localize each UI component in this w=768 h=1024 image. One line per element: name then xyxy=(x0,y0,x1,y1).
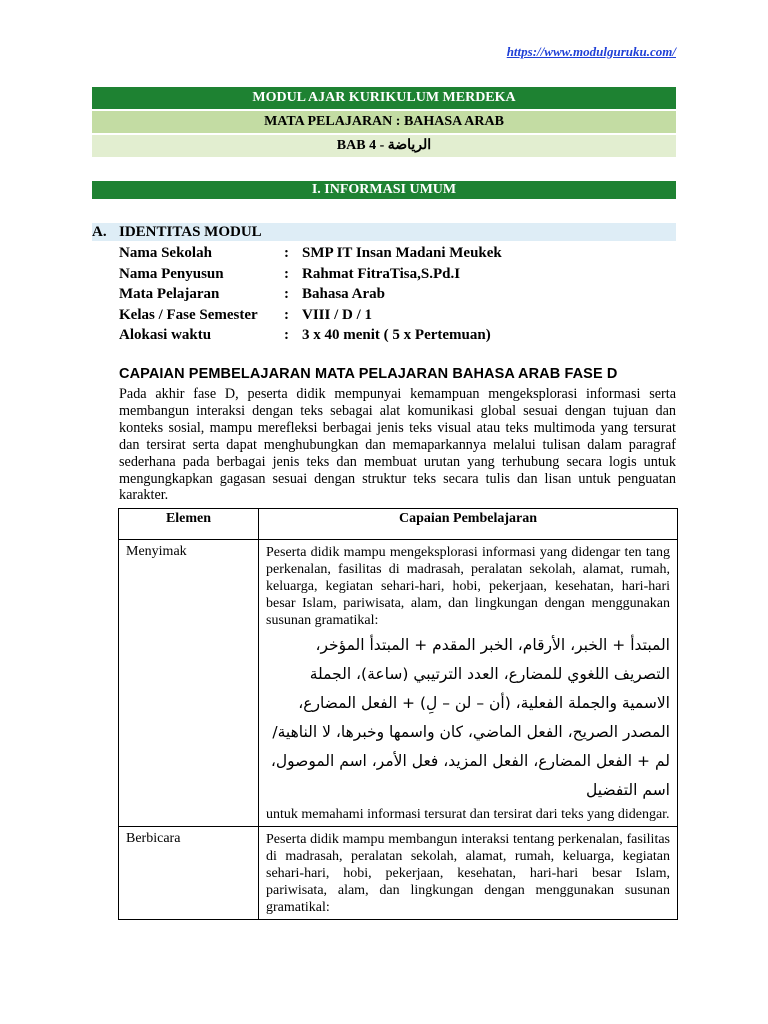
subject-band: MATA PELAJARAN : BAHASA ARAB xyxy=(92,111,676,133)
header-elemen: Elemen xyxy=(119,509,259,540)
capaian-text-before: Peserta didik mampu mengeksplorasi informasi yang didengar ten tang perkenalan, fasilitas di madrasah, peralatan sekolah, alamat, rumah, keluarga, kegiatan sehari-hari, hobi, pekerjaan, kesehatan, hari-hari besar Islam, pariwisata, alam, dan lingkungan dengan menggunakan susunan gramatikal: xyxy=(266,545,670,628)
capaian-cell xyxy=(259,540,678,827)
identitas-list xyxy=(119,243,679,346)
identitas-value: Rahmat FitraTisa,S.Pd.I xyxy=(302,265,461,282)
identitas-heading-bar xyxy=(92,223,676,241)
elemen-cell: Berbicara xyxy=(119,827,259,920)
identitas-row xyxy=(119,284,679,305)
identitas-value: Bahasa Arab xyxy=(302,286,385,303)
capaian-cell xyxy=(259,827,678,920)
identitas-label: Nama Sekolah xyxy=(119,245,212,261)
identitas-colon: : xyxy=(284,306,289,323)
identitas-letter: A. xyxy=(92,224,107,240)
identitas-row xyxy=(119,325,679,346)
chapter-band: BAB 4 - الرياضة xyxy=(92,135,676,157)
capaian-paragraph: Pada akhir fase D, peserta didik mempunyai kemampuan mengeksplorasi informasi serta membangun interaksi dengan teks sebagai alat komunikasi global sesuai dengan tujuan dan konteks sosial, mampu merefleksi berbagai jenis teks visual atau teks multimoda yang tersurat dan tersirat serta dapat menghubungkan dan memaparkannya melalui tulisan dalam paragraf sederhana pada berbagai jenis teks dan membuat urutan yang terhubung secara logis untuk mengungkapkan gagasan sesuai dengan struktur teks secara tulis dan lisan untuk penguatan karakter. xyxy=(119,386,676,504)
section-informasi-umum: I. INFORMASI UMUM xyxy=(92,181,676,199)
capaian-text-before: Peserta didik mampu membangun interaksi tentang perkenalan, fasilitas di madrasah, peralatan sekolah, alamat, rumah, keluarga, kegiatan sehari-hari, hobi, pekerjaan, kesehatan, hari-hari besar Islam, pariwisata, alam, dan lingkungan dengan menggunakan susunan gramatikal: xyxy=(266,832,670,915)
identitas-label: Mata Pelajaran xyxy=(119,286,220,303)
elemen-cell: Menyimak xyxy=(119,540,259,827)
identitas-heading: IDENTITAS MODUL xyxy=(119,224,262,240)
identitas-row xyxy=(119,243,679,264)
identitas-colon: : xyxy=(284,286,289,303)
identitas-colon: : xyxy=(284,245,289,261)
identitas-value: VIII / D / 1 xyxy=(302,306,373,323)
identitas-row xyxy=(119,305,679,326)
capaian-table xyxy=(118,508,678,920)
header-capaian: Capaian Pembelajaran xyxy=(259,509,678,540)
table-row xyxy=(119,540,678,827)
identitas-label: Nama Penyusun xyxy=(119,265,224,282)
identitas-row xyxy=(119,264,679,285)
identitas-colon: : xyxy=(284,265,289,282)
header-url-link[interactable]: https://www.modulguruku.com/ xyxy=(506,44,676,59)
identitas-colon: : xyxy=(284,327,289,344)
identitas-value: SMP IT Insan Madani Meukek xyxy=(302,245,502,261)
identitas-value: 3 x 40 menit ( 5 x Pertemuan) xyxy=(302,327,491,344)
table-row xyxy=(119,827,678,920)
identitas-label: Kelas / Fase Semester xyxy=(119,306,258,323)
capaian-text-after: untuk memahami informasi tersurat dan tersirat dari teks yang didengar. xyxy=(266,807,670,822)
arabic-grammar-list: المبتدأ + الخبر، الأرقام، الخبر المقدم + المبتدأ المؤخر، التصريف اللغوي للمضارع، العدد الترتيبي (ساعة)، الجملة الاسمية والجملة الفعلية، (أن – لن – لِ) + الفعل المضارع، المصدر الصريح، الفعل الماضي، كان واسمها وخبرها، لا الناهية/لم + الفعل المضارع، الفعل المزيد، فعل الأمر، اسم الموصول، اسم التفضيل xyxy=(270,636,670,799)
module-title-band: MODUL AJAR KURIKULUM MERDEKA xyxy=(92,87,676,109)
identitas-label: Alokasi waktu xyxy=(119,327,212,344)
table-header-row xyxy=(119,509,678,540)
capaian-title: CAPAIAN PEMBELAJARAN MATA PELAJARAN BAHASA ARAB FASE D xyxy=(119,366,618,382)
